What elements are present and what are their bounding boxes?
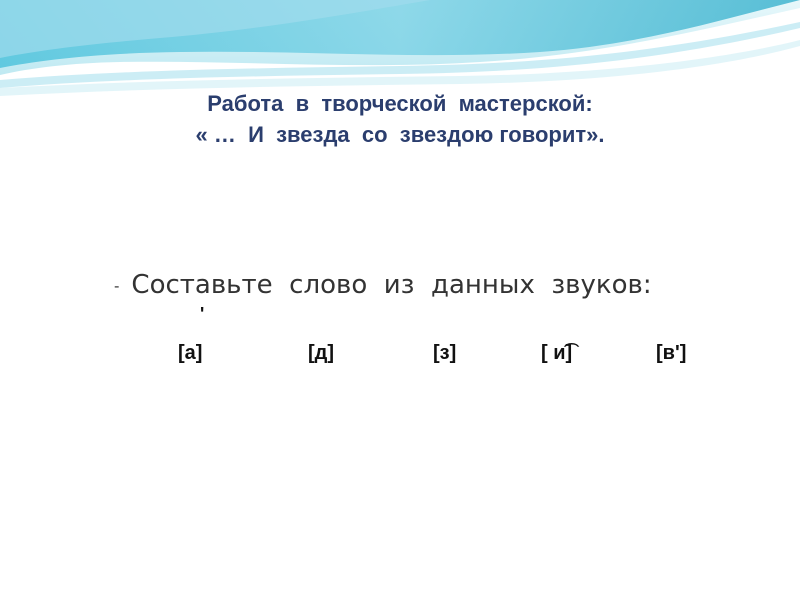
sound-3: [з]: [433, 342, 457, 364]
slide-title: [0, 88, 800, 150]
sound-2: [д]: [308, 342, 335, 364]
sound-1: [а]: [178, 342, 203, 364]
title-line-2: « … И звезда со звездою говорит».: [195, 122, 605, 147]
sound-5: [в']: [656, 342, 687, 364]
task-text: Составьте слово из данных звуков:: [131, 270, 652, 300]
task-instruction: [114, 268, 652, 303]
title-line-1: Работа в творческой мастерской:: [207, 91, 593, 116]
sound-4: [ и͡]: [541, 342, 573, 364]
bullet-dash: -: [114, 276, 120, 295]
stress-mark: ': [200, 304, 205, 324]
